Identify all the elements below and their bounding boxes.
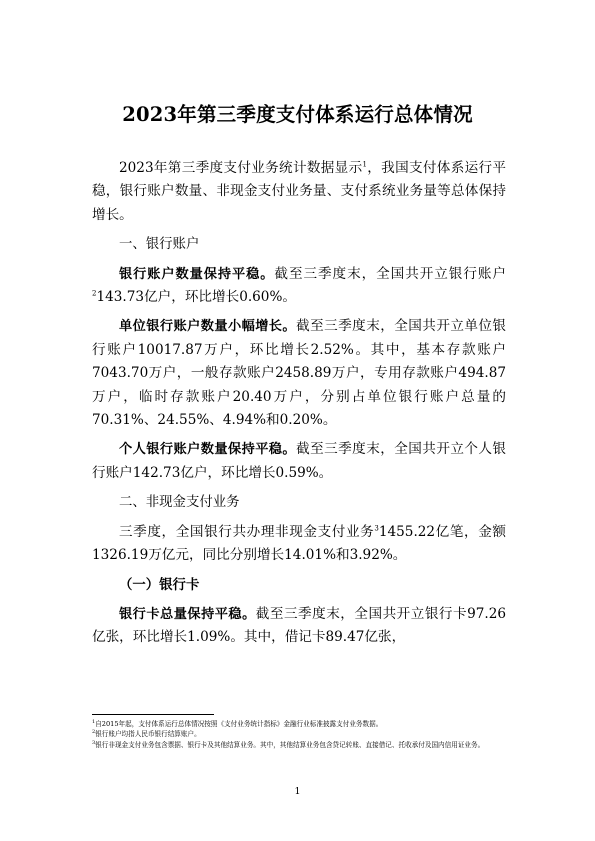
intro-paragraph [92,157,506,227]
document-body [92,157,506,656]
lead-bank-accounts: 银行账户数量保持平稳。 [119,266,275,282]
footnote-divider [92,714,214,715]
footnote-2-text: 银行账户均指人民币银行结算账户。 [95,730,201,739]
paragraph-bank-cards [92,603,506,650]
bank-accounts-text-b: 143.73亿户，环比增长0.60%。 [96,289,296,306]
personal-accounts-text: 截至三季度末，全国共开立个人银行账户142.73亿户，环比增长0.59%。 [92,441,507,481]
footnote-1 [92,719,510,729]
footnote-ref-3: 3 [374,524,379,533]
paragraph-personal-accounts [92,438,506,485]
footnote-1-number: 1 [92,718,96,725]
lead-bank-cards: 银行卡总量保持平稳。 [119,606,256,622]
section-heading-noncash-payments: 二、非现金支付业务 [119,495,240,511]
lead-unit-accounts: 单位银行账户数量小幅增长。 [119,319,297,335]
paragraph-noncash-payments [92,521,506,568]
footnote-ref-2: 2 [92,289,97,298]
footnote-3-text: 银行非现金支付业务包含票据、银行卡及其他结算业务。其中，其他结算业务包含贷记转账、直接借记、托收承付及国内信用证业务。 [95,740,485,749]
intro-text-a: 2023年第三季度支付业务统计数据显示 [119,160,363,176]
section-heading-bank-accounts: 一、银行账户 [119,237,200,253]
noncash-text-b: 1455.22亿笔，金额1326.19万亿元，同比分别增长14.01%和3.92%。 [92,523,506,564]
page-number: 1 [294,786,301,797]
subsection-heading-bank-cards: （一）银行卡 [119,577,200,593]
paragraph-bank-accounts [92,263,506,310]
unit-accounts-text: 截至三季度末，全国共开立单位银行账户10017.87万户，环比增长2.52%。其中，基本存款账户7043.70万户，一般存款账户2458.89万户，专用存款账户494.87万户，临时存款账户20.40万户，分别占单位银行账户总量的70.31%、24.55%、4.94%和0.20%。 [92,318,507,429]
bank-cards-text: 截至三季度末，全国共开立银行卡97.26亿张，环比增长1.09%。其中，借记卡89.47亿张， [92,605,506,646]
noncash-text-a: 三季度，全国银行共办理非现金支付业务 [119,523,375,540]
footnote-3-number: 3 [92,739,96,746]
document-title: 2023年第三季度支付体系运行总体情况 [122,103,473,126]
footnotes [92,719,510,750]
intro-text-b: ，我国支付体系运行平稳，银行账户数量、非现金支付业务量、支付系统业务量等总体保持增长。 [92,160,506,223]
footnote-2 [92,729,510,739]
footnote-2-number: 2 [92,729,96,736]
bank-accounts-text-a: 截至三季度末，全国共开立银行账户 [274,265,507,282]
paragraph-unit-accounts [92,315,506,432]
footnote-3 [92,740,510,750]
footnote-1-text: 自2015年起，支付体系运行总体情况按照《支付业务统计指标》金融行业标准披露支付业务数据。 [95,720,383,728]
lead-personal-accounts: 个人银行账户数量保持平稳。 [119,442,297,458]
footnote-ref-1: 1 [362,160,367,169]
